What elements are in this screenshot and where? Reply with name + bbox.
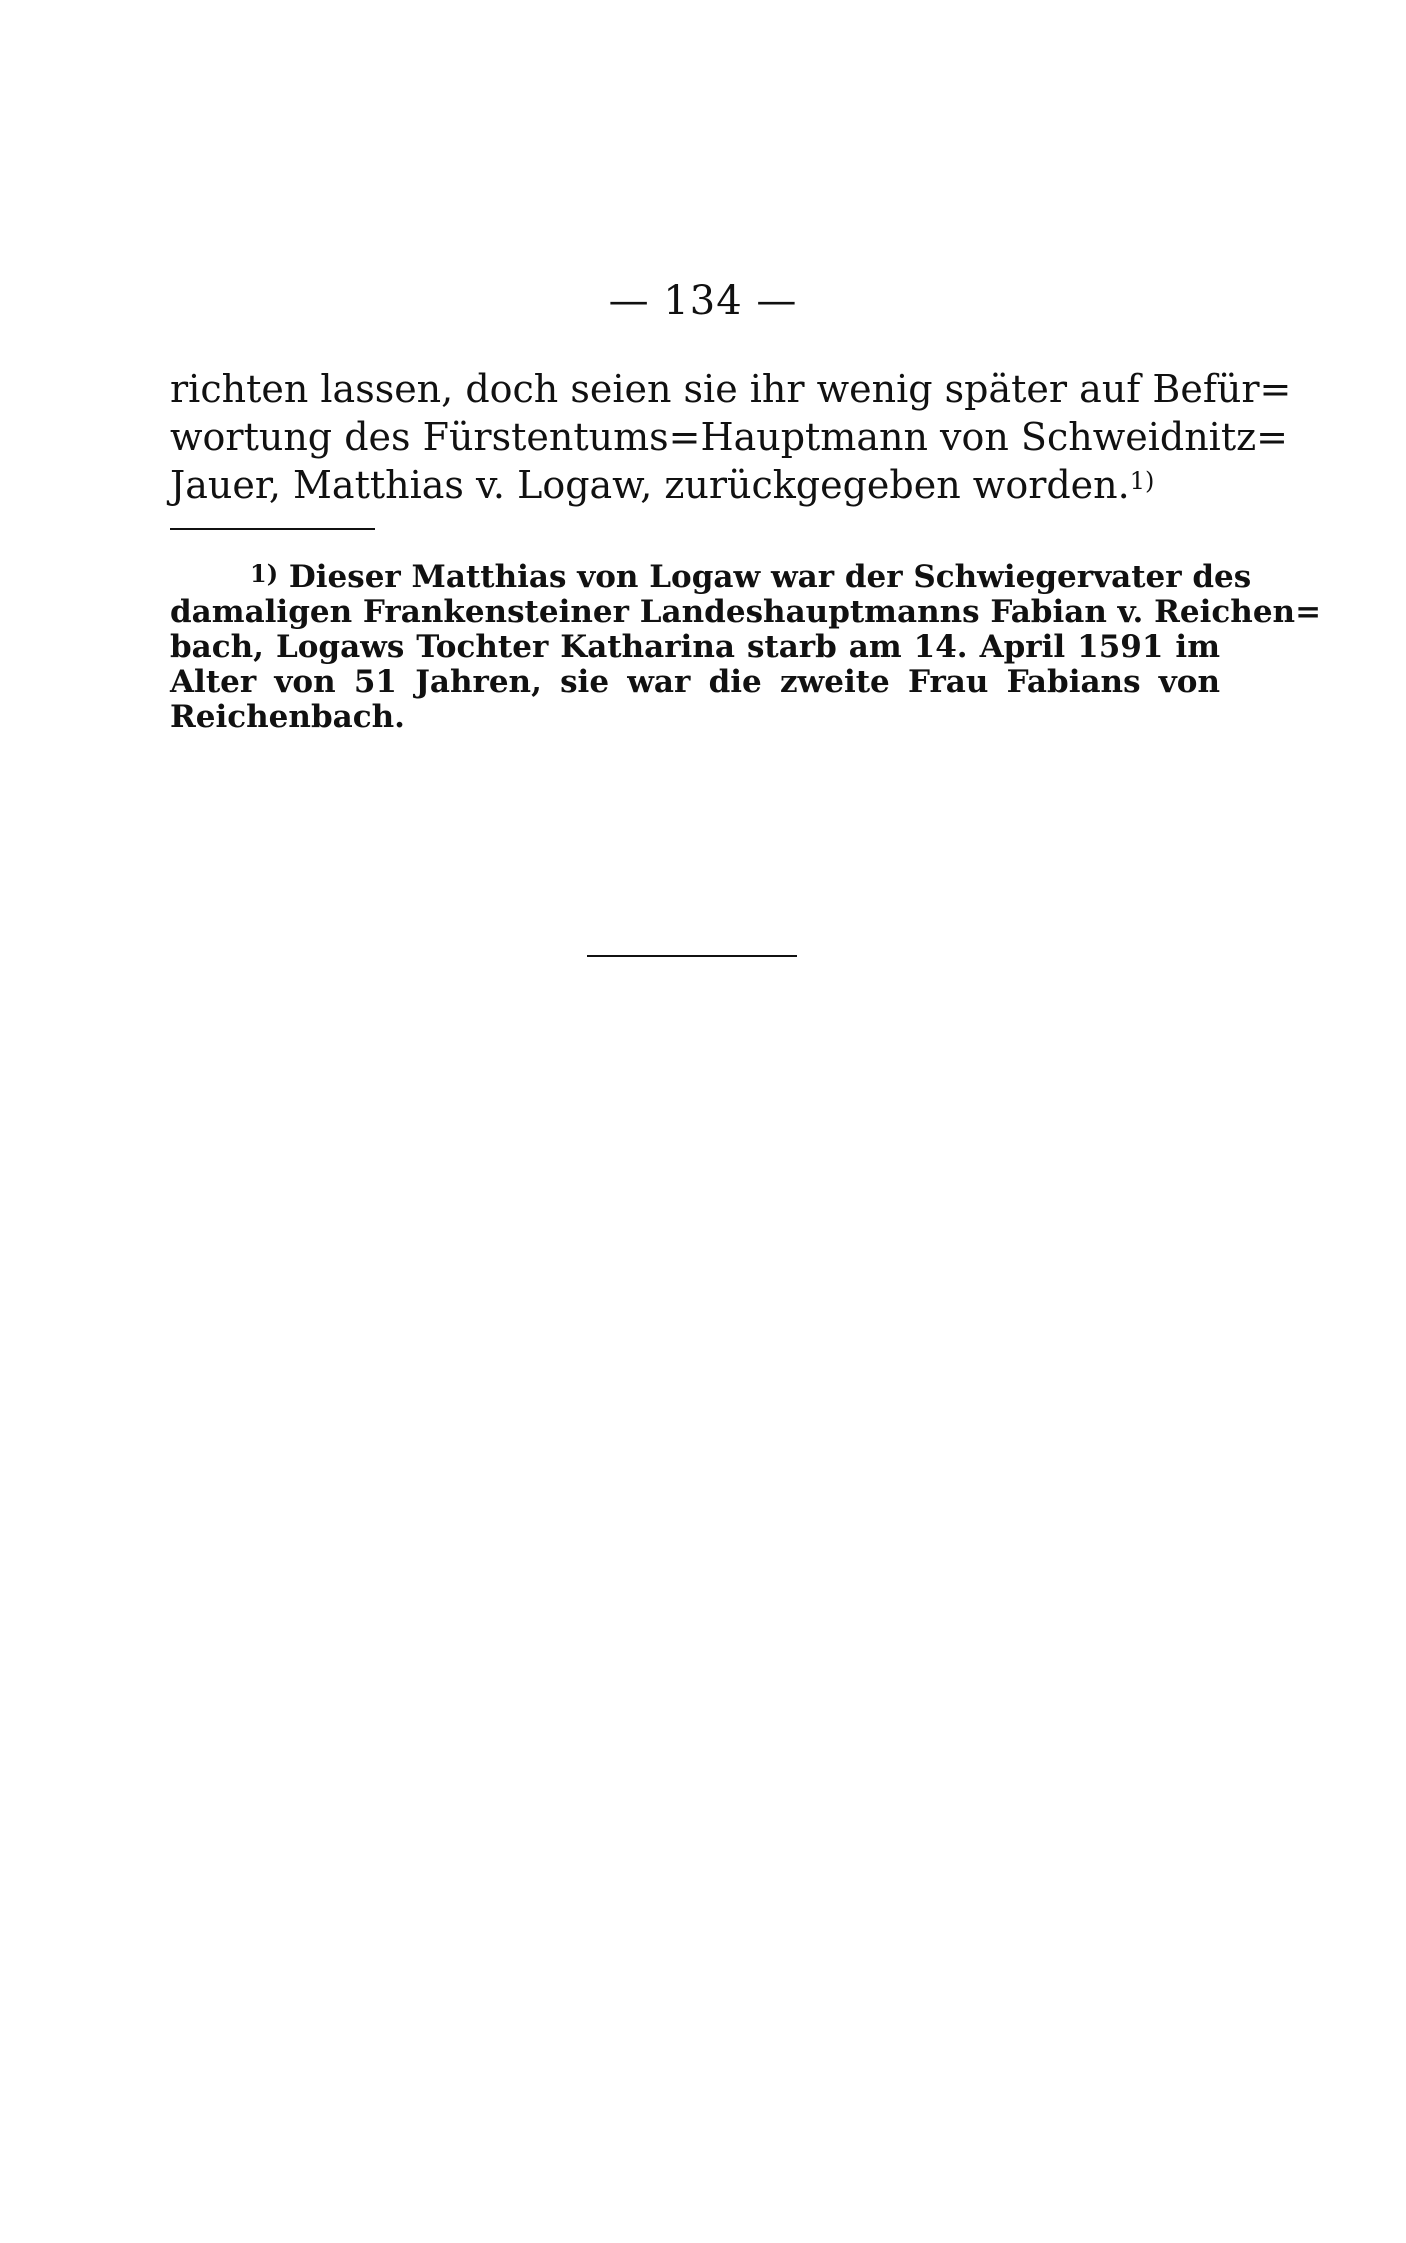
page-number: — 134 — [608,278,798,324]
footnote-line-first [170,559,1252,595]
body-line: wortung des Fürstentums=Hauptmann von Schweidnitz= [170,415,1288,459]
footnote [170,559,1322,735]
body-line-last [170,461,1215,509]
end-rule [587,955,797,957]
footnote-line: Reichenbach. [170,699,405,735]
footnote-line: Alter von 51 Jahren, sie war die zweite Frau Fabians von [170,664,1220,700]
footnote-separator [170,528,375,530]
footnote-marker: 1) [250,559,279,588]
footnote-line-text: Dieser Matthias von Logaw war der Schwiegervater des [288,559,1252,595]
footnote-reference: 1) [1129,467,1155,495]
body-line: richten lassen, doch seien sie ihr wenig später auf Befür= [170,367,1292,411]
body-paragraph [170,365,1292,509]
body-line-text: Jauer, Matthias v. Logaw, zurückgegeben worden. [170,463,1130,507]
footnote-line: bach, Logaws Tochter Katharina starb am 14. April 1591 im [170,629,1220,665]
footnote-line: damaligen Frankensteiner Landeshauptmanns Fabian v. Reichen= [170,594,1322,630]
